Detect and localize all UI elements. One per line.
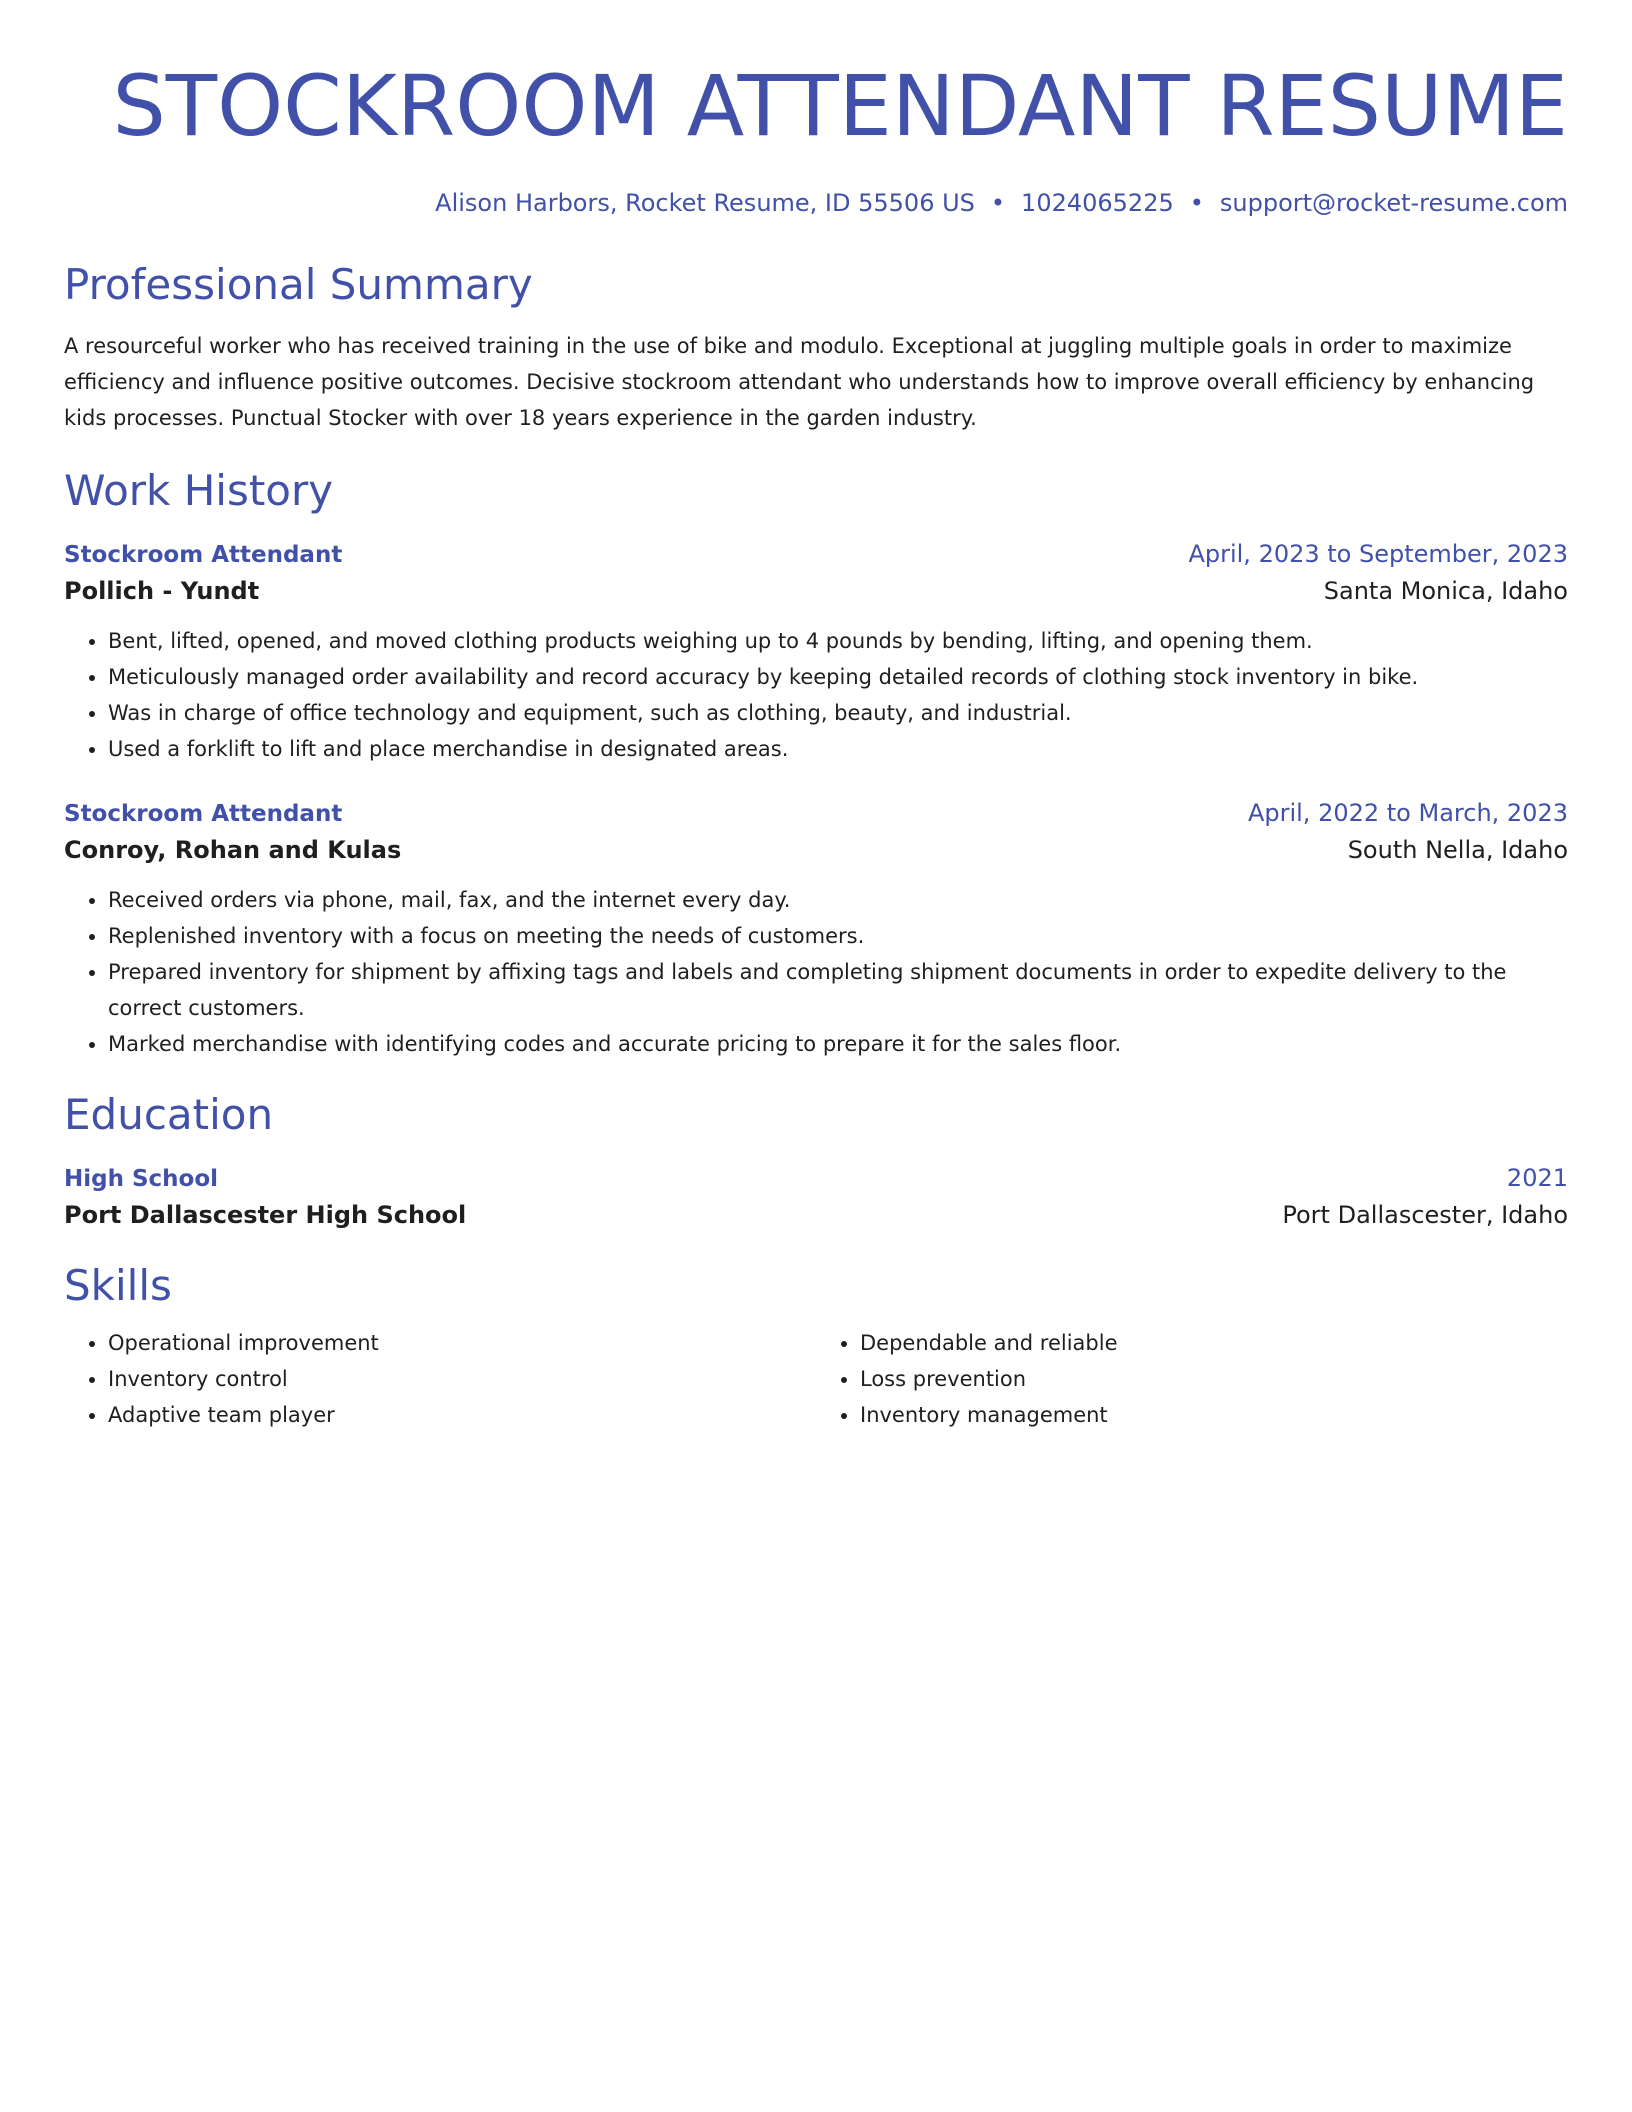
job-header-row bbox=[64, 538, 1568, 571]
job-bullet: • Marked merchandise with identifying codes and accurate pricing to prepare it for the sales floor. bbox=[108, 1026, 1568, 1062]
job-role: Stockroom Attendant bbox=[64, 801, 343, 827]
skill-item: • Dependable and reliable bbox=[860, 1325, 1568, 1361]
skill-item: • Operational improvement bbox=[108, 1325, 816, 1361]
skills-grid bbox=[64, 1325, 1568, 1433]
job-bullets bbox=[64, 882, 1568, 1062]
education-entry bbox=[64, 1162, 1568, 1235]
job-location: South Nella, Idaho bbox=[1347, 836, 1568, 864]
education-school-row bbox=[64, 1195, 1568, 1235]
contact-separator: • bbox=[990, 189, 1006, 217]
job-bullet: • Replenished inventory with a focus on meeting the needs of customers. bbox=[108, 918, 1568, 954]
job-employer: Conroy, Rohan and Kulas bbox=[64, 836, 402, 864]
skill-item: • Inventory control bbox=[108, 1361, 816, 1397]
job-bullet: • Received orders via phone, mail, fax, and the internet every day. bbox=[108, 882, 1568, 918]
job-entry bbox=[64, 538, 1568, 767]
section-heading-work-history: Work History bbox=[64, 466, 334, 515]
job-header-row bbox=[64, 797, 1568, 830]
job-dates: April, 2022 to March, 2023 bbox=[1247, 799, 1568, 827]
job-bullet: • Bent, lifted, opened, and moved clothing products weighing up to 4 pounds by bending, lifting, and opening them. bbox=[108, 623, 1568, 659]
resume-title: STOCKROOM ATTENDANT RESUME bbox=[112, 57, 1568, 155]
summary-text: A resourceful worker who has received training in the use of bike and modulo. Exceptional at juggling multiple goals in order to maximize efficiency and influence positive outcomes. Decisive stockroom attendant who understands how to improve overall efficiency by enhancing kids processes. Punctual Stocker with over 18 years experience in the garden industry. bbox=[64, 334, 1535, 430]
job-employer-row bbox=[64, 571, 1568, 611]
job-bullet: • Used a forklift to lift and place merchandise in designated areas. bbox=[108, 731, 1568, 767]
section-heading-education: Education bbox=[64, 1090, 274, 1139]
job-role: Stockroom Attendant bbox=[64, 542, 343, 568]
section-heading-summary: Professional Summary bbox=[64, 260, 533, 309]
contact-line bbox=[64, 188, 1568, 218]
job-entry bbox=[64, 797, 1568, 1062]
education-header-row bbox=[64, 1162, 1568, 1195]
skill-item: • Loss prevention bbox=[860, 1361, 1568, 1397]
skill-item: • Adaptive team player bbox=[108, 1397, 816, 1433]
job-bullet: • Prepared inventory for shipment by affixing tags and labels and completing shipment documents in order to expedite delivery to the correct customers. bbox=[108, 954, 1568, 1026]
contact-separator: • bbox=[1189, 189, 1204, 217]
skills-column-right bbox=[816, 1325, 1568, 1433]
skills-column-left bbox=[64, 1325, 816, 1433]
job-dates: April, 2023 to September, 2023 bbox=[1188, 540, 1568, 568]
education-school: Port Dallascester High School bbox=[64, 1201, 467, 1229]
resume-page bbox=[64, 0, 1568, 1433]
job-bullet: • Was in charge of office technology and equipment, such as clothing, beauty, and industrial. bbox=[108, 695, 1568, 731]
job-employer: Pollich - Yundt bbox=[64, 577, 260, 605]
contact-email: support@rocket-resume.com bbox=[1219, 189, 1568, 217]
contact-phone: 1024065225 bbox=[1021, 189, 1174, 217]
job-location: Santa Monica, Idaho bbox=[1323, 577, 1568, 605]
education-location: Port Dallascester, Idaho bbox=[1282, 1201, 1568, 1229]
contact-address: Alison Harbors, Rocket Resume, ID 55506 US bbox=[435, 189, 975, 217]
education-degree: High School bbox=[64, 1166, 219, 1192]
job-bullet: • Meticulously managed order availability and record accuracy by keeping detailed records of clothing stock inventory in bike. bbox=[108, 659, 1568, 695]
job-employer-row bbox=[64, 830, 1568, 870]
skill-item: • Inventory management bbox=[860, 1397, 1568, 1433]
education-year: 2021 bbox=[1506, 1164, 1568, 1192]
section-heading-skills: Skills bbox=[64, 1261, 172, 1310]
job-bullets bbox=[64, 623, 1568, 767]
